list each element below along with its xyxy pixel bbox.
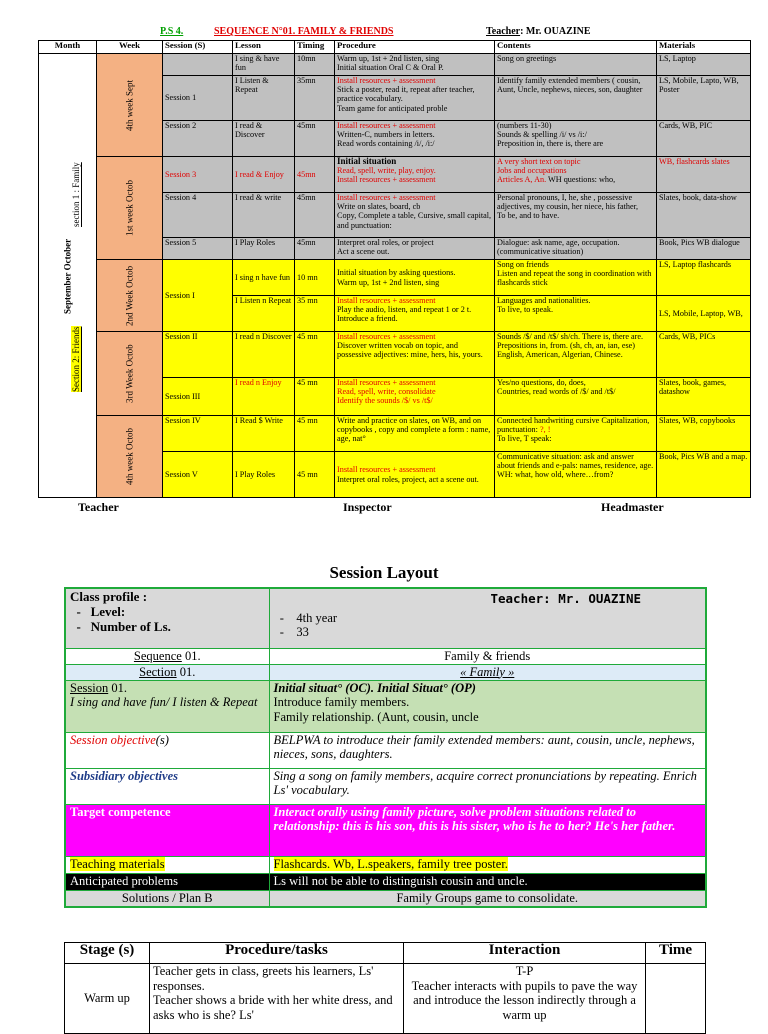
procedure-cell: Install resources + assessment Read, spell, write, consolidate Identify the sounds /$/ vs /t$/ (335, 378, 495, 416)
week-cell: 4th week Sept (97, 54, 163, 157)
contents-cell: Song on greetings (495, 54, 657, 76)
materials-cell: Slates, book, games, datashow (657, 378, 751, 416)
timing-cell: 45mn (295, 238, 335, 260)
lesson-cell: I sing & have fun (233, 54, 295, 76)
timing-cell: 45mn (295, 193, 335, 238)
lesson-cell: I read n Enjoy (233, 378, 295, 416)
sig-inspector: Inspector (343, 500, 392, 514)
timing-cell: 45mn (295, 157, 335, 193)
lesson-cell: I read & write (233, 193, 295, 238)
col-time: Time (646, 943, 706, 964)
contents-cell: Communicative situation: ask and answer about friends and e-pals: names, residence, age. WH: what, how old, where…from? (495, 452, 657, 498)
materials-cell: Cards, WB, PIC (657, 121, 751, 157)
week-cell: 3rd Week Octob (97, 332, 163, 416)
session-cell: Session III (163, 378, 233, 416)
objective-cell: BELPWA to introduce their family extended members: aunt, cousin, uncle, nephews, nieces, sons, daughters. (269, 732, 706, 768)
session-cell (163, 54, 233, 76)
timing-cell: 45 mn (295, 416, 335, 452)
timing-cell: 45 mn (295, 332, 335, 378)
lesson-cell: I read n Discover (233, 332, 295, 378)
lesson-cell: I Listen n Repeat (233, 296, 295, 332)
contents-cell: Identify family extended members ( cousin, Aunt, Uncle, nephews, nieces, son, daughter (495, 76, 657, 121)
stage-cell: Warm up (65, 964, 150, 1034)
procedure-cell: Install resources + assessment Discover written vocab on topic, and possessive adjectives: mine, hers, his, yours. (335, 332, 495, 378)
target-label-cell: Target competence (65, 804, 269, 856)
materials-cell: Book, Pics WB dialogue (657, 238, 751, 260)
timing-cell: 45mn (295, 121, 335, 157)
sig-headmaster: Headmaster (601, 500, 664, 514)
materials-cell: Flashcards. Wb, L.speakers, family tree poster. (269, 856, 706, 873)
session-cell: Session 5 (163, 238, 233, 260)
session-name-cell: Session 01. I sing and have fun/ I listen & Repeat (65, 680, 269, 732)
week-cell: 4th week Octob (97, 416, 163, 498)
session-layout-title: Session Layout (329, 563, 439, 582)
col-interaction: Interaction (404, 943, 646, 964)
col-contents: Contents (495, 41, 657, 54)
session-cell: Session V (163, 452, 233, 498)
sequence-value-cell: Family & friends (269, 648, 706, 664)
contents-cell: Dialogue: ask name, age, occupation. (communicative situation) (495, 238, 657, 260)
session-situation-cell: Initial situat° (OC). Initial Situat° (OP) Introduce family members. Family relationship. (Aunt, cousin, uncle (269, 680, 706, 732)
materials-cell: LS, Laptop (657, 54, 751, 76)
procedure-cell: Install resources + assessment Write on slates, board, cb Copy, Complete a table, Cursive, small capital, and punctuation: (335, 193, 495, 238)
plan-header (0, 26, 768, 40)
session-cell: Session 4 (163, 193, 233, 238)
sequence-title: SEQUENCE N°01. FAMILY & FRIENDS (214, 26, 394, 37)
procedure-cell: Teacher gets in class, greets his learners, Ls' responses. Teacher shows a bride with her white dress, and asks who is she? Ls' (150, 964, 404, 1034)
col-month: Month (39, 41, 97, 54)
procedure-cell: Install resources + assessment Stick a poster, read it, repeat after teacher, practice vocabulary. Team game for anticipated proble (335, 76, 495, 121)
col-procedure: Procedure (335, 41, 495, 54)
col-materials: Materials (657, 41, 751, 54)
lesson-cell: I Play Roles (233, 238, 295, 260)
timing-cell: 45 mn (295, 452, 335, 498)
procedure-cell: Warm up, 1st + 2nd listen, sing Initial situation Oral C & Oral P. (335, 54, 495, 76)
materials-label-cell: Teaching materials (65, 856, 269, 873)
section-label-cell: Section 01. (65, 664, 269, 680)
timing-cell: 35 mn (295, 296, 335, 332)
contents-cell: Sounds /$/ and /t$/ sh/ch. There is, there are. Prepositions in, from. (sh, ch, an, ian, ese) English, American, Algerian, Chinese. (495, 332, 657, 378)
subsidiary-label-cell: Subsidiary objectives (65, 768, 269, 804)
objective-label-cell: Session objective(s) (65, 732, 269, 768)
procedure-cell: Install resources + assessment Play the audio, listen, and repeat 1 or 2 t. Introduce a friend. (335, 296, 495, 332)
procedure-cell: Install resources + assessment Interpret oral roles, project, act a scene out. (335, 452, 495, 498)
contents-cell: Languages and nationalities. To live, to speak. (495, 296, 657, 332)
materials-cell: LS, Mobile, Lapto, WB, Poster (657, 76, 751, 121)
materials-cell: WB, flashcards slates (657, 157, 751, 193)
contents-cell: A very short text on topic Jobs and occupations Articles A, An. WH questions: who, (495, 157, 657, 193)
contents-cell: Yes/no questions, do, does, Countries, read words of /$/ and /t$/ (495, 378, 657, 416)
subsidiary-cell: Sing a song on family members, acquire correct pronunciations by repeating. Enrich Ls' vocabulary. (269, 768, 706, 804)
col-stage: Stage (s) (65, 943, 150, 964)
materials-cell: LS, Laptop flashcards (657, 260, 751, 296)
teacher-header: Teacher: Mr. OUAZINE (486, 26, 591, 37)
solutions-label-cell: Solutions / Plan B (65, 890, 269, 907)
lesson-cell: I sing n have fun (233, 260, 295, 296)
section-value-cell: « Family » (269, 664, 706, 680)
problems-label-cell: Anticipated problems (65, 873, 269, 890)
col-week: Week (97, 41, 163, 54)
materials-cell: Slates, WB, copybooks (657, 416, 751, 452)
col-timing: Timing (295, 41, 335, 54)
procedure-cell: Initial situation Read, spell, write, play, enjoy. Install resources + assessment (335, 157, 495, 193)
contents-cell: (numbers 11-30) Sounds & spelling /i/ vs /i:/ Preposition in, there is, there are (495, 121, 657, 157)
contents-cell: Connected handwriting cursive Capitalization, punctuation: ?, ! To live, T speak: (495, 416, 657, 452)
target-cell: Interact orally using family picture, solve problem situations related to relationship: this is his son, this is his sister, who is he to her? He's her father. (269, 804, 706, 856)
lesson-cell: I read & Discover (233, 121, 295, 157)
procedure-cell: Write and practice on slates, on WB, and on copybooks , copy and complete a form : name, age, nat° (335, 416, 495, 452)
session-layout-table (64, 587, 707, 908)
session-cell: Session 1 (163, 76, 233, 121)
contents-cell: Personal pronouns, I, he, she , possessive adjectives, my cousin, her niece, his father, To be, and to have. (495, 193, 657, 238)
ps-label: P.S 4. (160, 26, 184, 37)
timing-cell: 45 mn (295, 378, 335, 416)
stage-table (64, 942, 706, 1034)
procedure-cell: Initial situation by asking questions. Warm up, 1st + 2nd listen, sing (335, 260, 495, 296)
section1-label: section 1 : Family (71, 162, 81, 228)
col-procedure: Procedure/tasks (150, 943, 404, 964)
interaction-cell: T-P Teacher interacts with pupils to pave the way and introduce the lesson indirectly through a warm up (404, 964, 646, 1034)
lesson-cell: I Listen & Repeat (233, 76, 295, 121)
class-profile-cell: Class profile : - Level: - Number of Ls. (65, 588, 269, 648)
timing-cell: 35mn (295, 76, 335, 121)
lesson-cell: I read & Enjoy (233, 157, 295, 193)
materials-cell: Cards, WB, PICs (657, 332, 751, 378)
section2-label: Section 2: Friends (71, 326, 81, 392)
materials-cell: Book, Pics WB and a map. (657, 452, 751, 498)
timing-cell: 10mn (295, 54, 335, 76)
sig-teacher: Teacher (78, 500, 119, 514)
contents-cell: Song on friends Listen and repeat the song in coordination with flashcards stick (495, 260, 657, 296)
sequence-label-cell: Sequence 01. (65, 648, 269, 664)
session-cell: Session 3 (163, 157, 233, 193)
session-cell: Session I (163, 260, 233, 332)
timing-cell: 10 mn (295, 260, 335, 296)
solutions-cell: Family Groups game to consolidate. (269, 890, 706, 907)
session-cell: Session IV (163, 416, 233, 452)
procedure-cell: Interpret oral roles, or project Act a scene out. (335, 238, 495, 260)
lesson-cell: I Read $ Write (233, 416, 295, 452)
time-cell (646, 964, 706, 1034)
col-lesson: Lesson (233, 41, 295, 54)
session-cell: Session II (163, 332, 233, 378)
problems-cell: Ls will not be able to distinguish cousin and uncle. (269, 873, 706, 890)
col-session: Session (S) (163, 41, 233, 54)
materials-cell: Slates, book, data-show (657, 193, 751, 238)
teacher-level-cell: Teacher: Mr. OUAZINE - 4th year - 33 (269, 588, 706, 648)
procedure-cell: Install resources + assessment Written-C, numbers in letters. Read words containing /i/, /i:/ (335, 121, 495, 157)
week-cell: 1st week Octob (97, 157, 163, 260)
materials-cell: LS, Mobile, Laptop, WB, (657, 296, 751, 332)
session-cell: Session 2 (163, 121, 233, 157)
week-cell: 2nd Week Octob (97, 260, 163, 332)
signature-row (0, 500, 768, 516)
lesson-cell: I Play Roles (233, 452, 295, 498)
sequence-plan-table (38, 40, 751, 498)
month-cell: September October (39, 54, 97, 498)
